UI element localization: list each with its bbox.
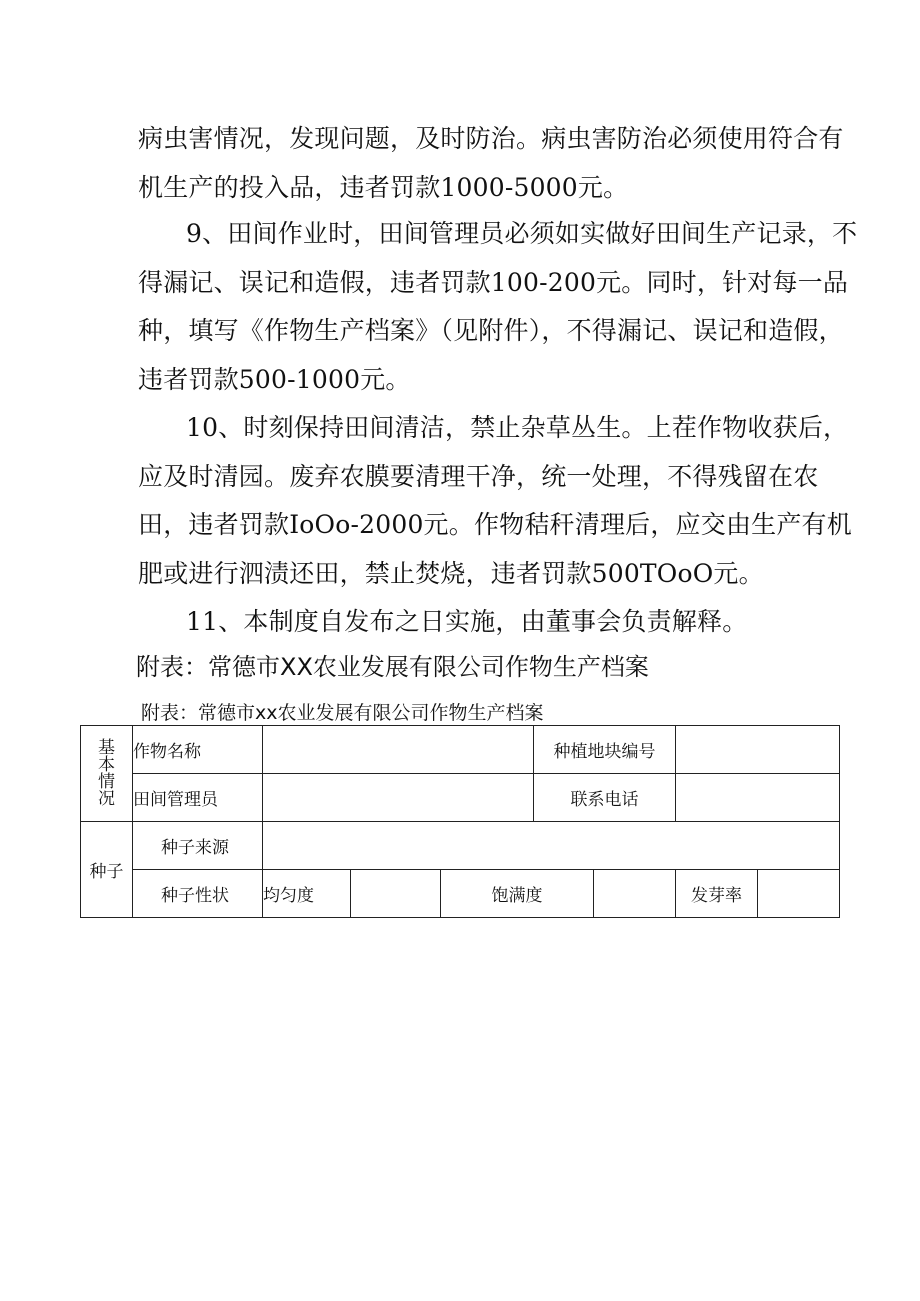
section-basic-info-label: 基 本 情 况 <box>81 726 133 822</box>
field-manager-label: 田间管理员 <box>133 774 263 822</box>
seed-traits-label: 种子性状 <box>133 870 263 918</box>
paragraph-rule-10: 10、时刻保持田间清洁，禁止杂草丛生。上茬作物收获后，应及时清园。废弃农膜要清理干净，统一处理，不得残留在农田，违者罚款IoOo-2000元。作物秸秆清理后，应交由生产有机肥或进行泗渍还田，禁止焚烧，违者罚款500TOoO元。 <box>138 413 852 588</box>
crop-name-field[interactable] <box>263 726 534 774</box>
appendix-heading-large: 附表：常德市XX农业发展有限公司作物生产档案 <box>136 653 649 681</box>
plumpness-field[interactable] <box>594 870 676 918</box>
seed-source-field[interactable] <box>263 822 840 870</box>
paragraph-rule-9: 9、田间作业时，田间管理员必须如实做好田间生产记录，不得漏记、误记和造假，违者罚款100-200元。同时，针对每一品种，填写《作物生产档案》（见附件），不得漏记、误记和造假，违者罚款500-1000元。 <box>138 219 858 394</box>
uniformity-label: 均匀度 <box>263 870 351 918</box>
appendix-heading-small: 附表：常德市xx农业发展有限公司作物生产档案 <box>141 702 544 724</box>
plumpness-label: 饱满度 <box>441 870 594 918</box>
crop-production-archive-table <box>80 725 840 918</box>
phone-field[interactable] <box>676 774 840 822</box>
section-seed-label: 种子 <box>81 822 133 918</box>
seed-source-label: 种子来源 <box>133 822 263 870</box>
germination-label: 发芽率 <box>676 870 758 918</box>
germination-field[interactable] <box>758 870 840 918</box>
crop-name-label: 作物名称 <box>133 726 263 774</box>
field-manager-field[interactable] <box>263 774 534 822</box>
phone-label: 联系电话 <box>534 774 676 822</box>
paragraph-rule-11: 11、本制度自发布之日实施，由董事会负责解释。 <box>186 607 748 636</box>
plot-number-field[interactable] <box>676 726 840 774</box>
uniformity-field[interactable] <box>351 870 441 918</box>
plot-number-label: 种植地块编号 <box>534 726 676 774</box>
paragraph-pest-control: 病虫害情况，发现问题，及时防治。病虫害防治必须使用符合有机生产的投入品，违者罚款1000-5000元。 <box>138 124 844 202</box>
